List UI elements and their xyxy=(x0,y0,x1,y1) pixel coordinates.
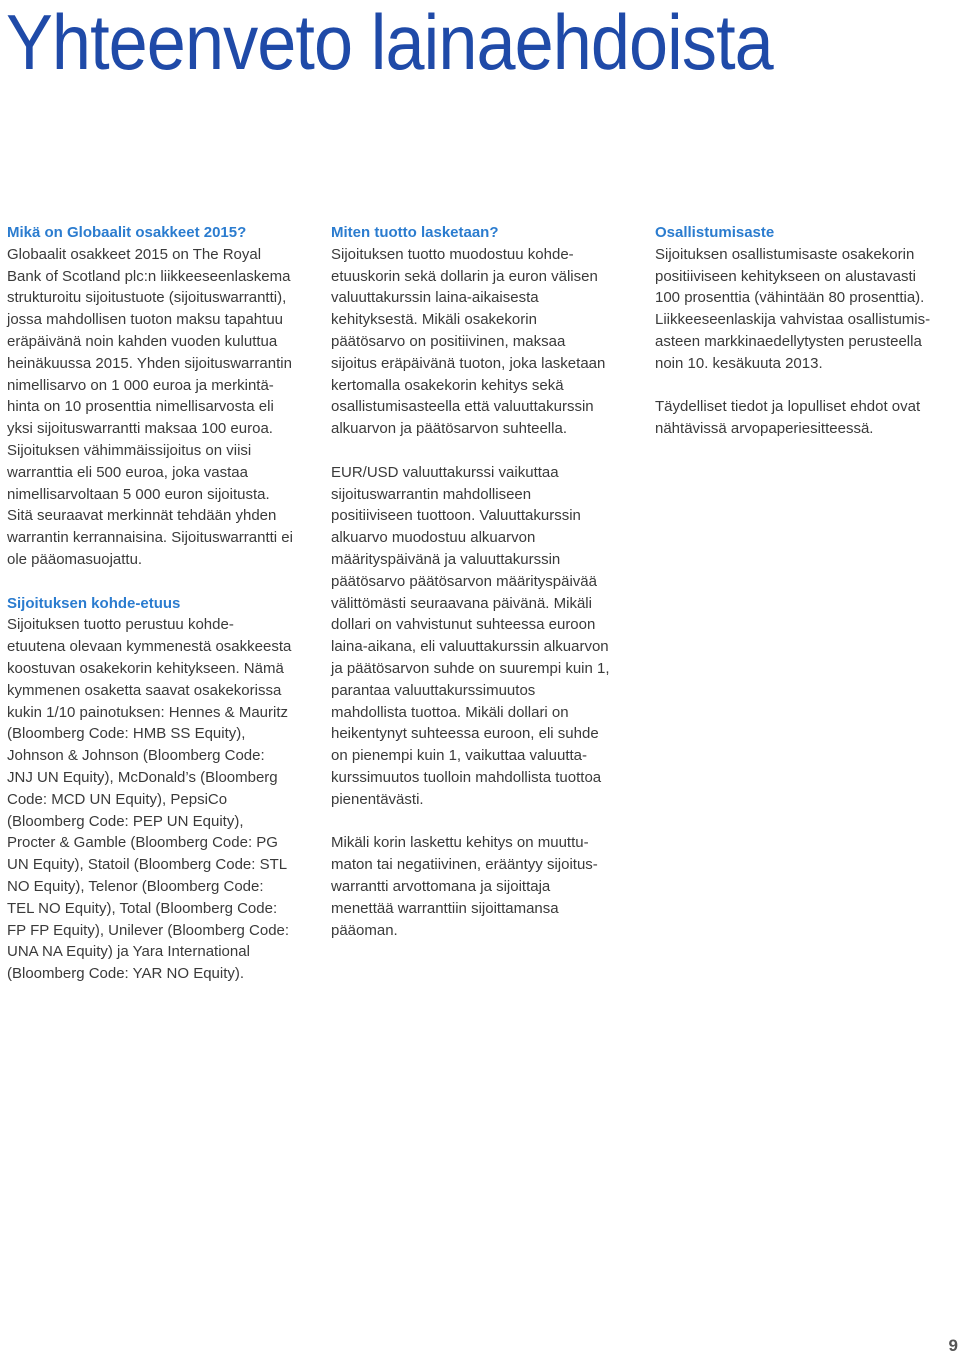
text-line: yksi sijoituswarrantti maksaa 100 euroa. xyxy=(7,420,273,438)
text-line: alkuarvo muodostuu alkuarvon xyxy=(331,529,536,547)
paragraph-what-is xyxy=(7,244,317,571)
text-line: nimellisarvo on 1 000 euroa ja merkintä- xyxy=(7,376,274,394)
text-line: maton tai negatiivinen, erääntyy sijoitus- xyxy=(331,856,598,874)
section-heading-what-is: Mikä on Globaalit osakkeet 2015? xyxy=(7,224,247,241)
text-line: Johnson & Johnson (Bloomberg Code: xyxy=(7,747,265,765)
paragraph-gap xyxy=(7,571,317,593)
text-line: asteen markkinaedellytysten perusteella xyxy=(655,332,922,350)
text-line: Liikkeeseenlaskija vahvistaa osallistumis- xyxy=(655,311,931,329)
text-line: on pienempi kuin 1, vaikuttaa valuutta- xyxy=(331,747,587,765)
section-heading-underlying: Sijoituksen kohde-etuus xyxy=(7,594,181,612)
section-heading-participation: Osallistumisaste xyxy=(655,224,775,241)
text-line: kurssimuutos tuolloin mahdollista tuottoa xyxy=(331,768,602,786)
text-line: sijoituswarrantin mahdolliseen xyxy=(331,485,532,503)
text-line: hinta on 10 prosenttia nimellisarvosta eli xyxy=(7,398,274,416)
text-line: nimellisarvoltaan 5 000 euron sijoitusta. xyxy=(7,485,270,503)
text-line: välittömästi seuraavana päivänä. Mikäli xyxy=(331,594,592,612)
text-line: (Bloomberg Code: YAR NO Equity). xyxy=(7,965,245,983)
text-line: EUR/USD valuuttakurssi vaikuttaa xyxy=(331,463,559,481)
text-line: alkuarvon ja päätösarvon suhteella. xyxy=(331,420,567,438)
page-title: Yhteenveto lainaehdoista xyxy=(6,0,773,86)
section-what-is xyxy=(7,222,317,571)
text-line: (Bloomberg Code: PEP UN Equity), xyxy=(7,812,244,830)
column-right xyxy=(655,222,955,440)
paragraph-gap xyxy=(655,375,955,397)
column-left xyxy=(7,222,317,985)
text-line: pienentävästi. xyxy=(331,790,424,808)
text-line: UNA NA Equity) ja Yara International xyxy=(7,943,250,961)
text-line: mahdollista tuottoa. Mikäli dollari on xyxy=(331,703,569,721)
text-line: warrantti arvottomana ja sijoittaja xyxy=(331,877,551,895)
text-line: parantaa valuuttakurssimuutos xyxy=(331,681,536,699)
text-line: määrityspäivänä ja valuuttakurssin xyxy=(331,550,561,568)
paragraph-participation xyxy=(655,244,955,375)
text-line: dollari on vahvistunut suhteessa euroon xyxy=(331,616,596,634)
section-underlying xyxy=(7,593,317,985)
text-line: UN Equity), Statoil (Bloomberg Code: STL xyxy=(7,856,288,874)
text-line: etuuskorin sekä dollarin ja euron välisen xyxy=(331,267,598,285)
text-line: Bank of Scotland plc:n liikkeeseenlaskema xyxy=(7,267,291,285)
text-line: Globaalit osakkeet 2015 on The Royal xyxy=(7,245,262,263)
text-line: Sijoituksen tuotto perustuu kohde- xyxy=(7,616,234,634)
text-line: laina-aikana, eli valuuttakurssin alkuarvon xyxy=(331,638,609,656)
text-line: warrantin kerrannaisina. Sijoituswarrantti ei xyxy=(7,529,293,547)
text-line: nähtävissä arvopaperiesitteessä. xyxy=(655,420,874,438)
section-heading-return-calc: Miten tuotto lasketaan? xyxy=(331,224,499,241)
text-line: heikentynyt suhteessa euroon, eli suhde xyxy=(331,725,599,743)
paragraph-currency xyxy=(331,462,641,811)
text-line: JNJ UN Equity), McDonald’s (Bloomberg xyxy=(7,768,278,786)
text-line: noin 10. kesäkuuta 2013. xyxy=(655,354,823,372)
text-line: 100 prosenttia (vähintään 80 prosenttia). xyxy=(655,289,925,307)
paragraph-gap xyxy=(331,440,641,462)
text-line: kehityksestä. Mikäli osakekorin xyxy=(331,311,537,329)
text-line: pääoman. xyxy=(331,921,398,939)
text-line: kukin 1/10 painotuksen: Hennes & Mauritz xyxy=(7,703,288,721)
text-line: Täydelliset tiedot ja lopulliset ehdot ovat xyxy=(655,398,921,416)
text-line: kertomalla osakekorin kehitys sekä xyxy=(331,376,564,394)
text-line: Sitä seuraavat merkinnät tehdään yhden xyxy=(7,507,277,525)
column-middle xyxy=(331,222,641,941)
text-line: päätösarvo on positiivinen, maksaa xyxy=(331,332,566,350)
text-line: osallistumisasteella että valuuttakurssin xyxy=(331,398,594,416)
text-line: strukturoitu sijoitustuote (sijoituswarrantti), xyxy=(7,289,287,307)
text-line: Sijoituksen vähimmäissijoitus on viisi xyxy=(7,441,252,459)
text-line: Procter & Gamble (Bloomberg Code: PG xyxy=(7,834,278,852)
text-line: ole pääomasuojattu. xyxy=(7,550,143,568)
paragraph-gap xyxy=(331,811,641,833)
text-line: sijoitus eräpäivänä tuoton, joka lasketaan xyxy=(331,354,606,372)
text-line: NO Equity), Telenor (Bloomberg Code: xyxy=(7,877,264,895)
paragraph-full-terms xyxy=(655,396,955,440)
text-line: heinäkuussa 2015. Yhden sijoituswarrantin xyxy=(7,354,292,372)
paragraph-return-calc xyxy=(331,244,641,440)
text-line: Sijoituksen tuotto muodostuu kohde- xyxy=(331,245,574,263)
text-line: (Bloomberg Code: HMB SS Equity), xyxy=(7,725,246,743)
text-line: warranttia eli 500 euroa, joka vastaa xyxy=(7,463,248,481)
text-line: positiiviseen tuottoon. Valuuttakurssin xyxy=(331,507,581,525)
text-line: Code: MCD UN Equity), PepsiCo xyxy=(7,790,228,808)
page-number: 9 xyxy=(948,1336,958,1355)
text-line: päätösarvo päätösarvon määrityspäivää xyxy=(331,572,597,590)
text-line: TEL NO Equity), Total (Bloomberg Code: xyxy=(7,899,278,917)
text-line: eräpäivänä noin kahden vuoden kuluttua xyxy=(7,332,278,350)
text-line: etuutena olevaan kymmenestä osakkeesta xyxy=(7,638,292,656)
text-line: valuuttakurssin laina-aikaisesta xyxy=(331,289,539,307)
text-line: Mikäli korin laskettu kehitys on muuttu- xyxy=(331,834,589,852)
text-line: jossa mahdollisen tuoton maksu tapahtuu xyxy=(7,311,284,329)
text-line: Sijoituksen osallistumisaste osakekorin xyxy=(655,245,915,263)
paragraph-underlying xyxy=(7,614,317,985)
text-line: ja päätösarvon suhde on suurempi kuin 1, xyxy=(331,659,610,677)
text-line: menettää warranttiin sijoittamansa xyxy=(331,899,559,917)
text-line: positiiviseen kehitykseen on alustavasti xyxy=(655,267,916,285)
paragraph-worthless xyxy=(331,832,641,941)
text-line: kymmenen osaketta saavat osakekorissa xyxy=(7,681,282,699)
text-line: koostuvan osakekorin kehitykseen. Nämä xyxy=(7,659,284,677)
text-line: FP FP Equity), Unilever (Bloomberg Code: xyxy=(7,921,290,939)
